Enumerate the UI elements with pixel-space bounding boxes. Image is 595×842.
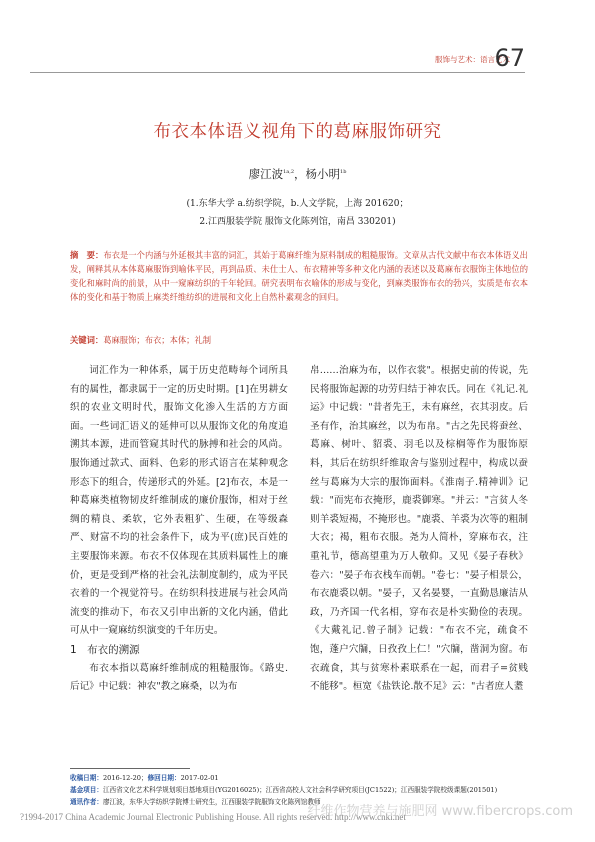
keywords-label: 关键词：: [70, 335, 104, 345]
section-heading: 1 布衣的溯源: [70, 643, 140, 656]
page-number: 67: [494, 44, 525, 72]
paper-title: 布衣本体语义视角下的葛麻服饰研究: [153, 122, 442, 142]
keywords: [70, 334, 528, 346]
keywords-text: 葛麻服饰；布衣；本体；礼制: [103, 335, 212, 345]
fund-text: 江西省文化艺术科学规划项目基地项目(YG2016025)；江西省高校人文社会科学研究项目(JC1522)；江西服装学院校级课题(201501): [102, 786, 498, 794]
author-line: 廖江波$^{1a,2}$，杨小明$^{1b}$: [248, 167, 347, 181]
header-section: 服饰与艺术：语言艺术: [435, 55, 510, 64]
footnote-fund: [70, 784, 535, 796]
revised-date: 2017-02-01: [180, 774, 219, 782]
affiliation-line: 2.江西服装学院 服饰文化陈列馆，南昌 330201): [199, 217, 396, 227]
received-date: 2016-12-20；: [102, 774, 148, 782]
abstract: [70, 248, 528, 304]
author-name: 廖江波: [248, 167, 284, 181]
revised-label: 修回日期：: [147, 774, 181, 782]
fund-label: 基金项目：: [70, 786, 103, 794]
received-label: 收稿日期：: [70, 774, 103, 782]
page-header: [0, 44, 595, 74]
footnote-rule: [70, 768, 190, 769]
author-note-label: 通讯作者：: [70, 798, 103, 806]
body-paragraph: 帛……治麻为布，以作衣裳"。根据史前的传说，先民将服饰起源的功劳归结于神农氏。同在《礼记.礼运》中记载："昔者先王，未有麻丝，衣其羽皮。后圣有作，治其麻丝，以为布帛。"古之先民将蚕丝、葛麻、树叶、貂裘、羽毛以及棕榈等作为服饰原料，其后在纺织纤维取舍与鉴别过程中，构成以蚕丝与葛麻为大宗的服饰面料。《淮南子.精神训》记载："而宪布衣掩形，鹿裘御寒。"并云："言贫人冬则羊裘短褐，不掩形也。"鹿裘、羊裘为次等的粗制大衣；褐，粗布衣服。尧为人简朴，穿麻布衣，注重礼节，德高望重为万人敬仰。又见《晏子春秋》卷六："晏子布衣栈车而朝。"卷七："晏子相景公，布衣鹿裘以朝。"晏子，又名晏婴，一直勤恳廉洁从政，乃齐国一代名相，穿布衣是朴实勤俭的表现。《大戴礼记.曾子制》记载："布衣不完，疏食不饱，蓬户穴牖，日孜孜上仁！"穴牖，凿洞为窗。布衣疏食，其与贫寒朴素联系在一起，而君子=贫贱不能移"。桓宽《盐铁论.散不足》云："古者庶人耋: [310, 365, 528, 693]
affiliation-line: (1.东华大学 a.纺织学院，b.人文学院，上海 201620；: [186, 199, 409, 209]
abstract-label: 摘 要：: [70, 250, 104, 260]
author-name: 杨小明: [305, 167, 341, 181]
body-paragraph: 布衣本指以葛麻纤维制成的粗糙服饰。《路史.后记》中记载：神农"教之麻桑，以为布: [70, 662, 288, 693]
body-column-left: [70, 362, 288, 697]
footnote-dates: [70, 772, 535, 784]
abstract-text: 布衣是一个内涵与外延极其丰富的词汇，其始于葛麻纤维为原料制成的粗糙服饰。文章从古代文献中布衣本体语义出发，阐释其从本体葛麻服饰到喻体平民，再到品质、未仕士人、布衣精神等多种文化内涵的表述以及葛麻布衣服饰主体地位的变化和麻时尚的前景，从中一窥麻纺织的千年轮回。研究表明布衣喻体的形成与变化，到麻类服饰布衣的勃兴，实质是布衣本体的变化和基于物质上麻类纤维纺织的进展和文化上自然朴素观念的回归。: [70, 250, 528, 302]
body-paragraph: 词汇作为一种体系，属于历史范畴每个词所具有的属性，都隶属于一定的历史时期。[1]在男耕女织的农业文明时代，服饰文化渗入生活的方方面面。一些词汇语义的延伸可以从服饰文化的角度追溯其本源，进而管窥其时代的脉搏和社会的风尚。服饰通过款式、面料、色彩的形式语言在某种观念形态下的组合，传递形式的外延。[2]布衣，本是一种葛麻类植物韧皮纤维制成的廉价服饰，相对于丝绸的精良、柔软，它外表粗犷、生硬，在等级森严、财富不均的社会条件下，成为平(庶)民百姓的主要服饰来源。布衣不仅体现在其质料属性上的廉价，更是受到严格的社会礼法制度制约，成为平民衣着的一个视觉符号。在纺织科技进展与社会风尚流变的推动下，布衣又引申出新的文化内涵，借此可从中一窥麻纺织演变的千年历史。: [70, 365, 288, 637]
body-column-right: [310, 362, 528, 697]
author-note-text: 廖江波，东华大学纺织学院博士研究生，江西服装学院服饰文化陈列馆教师: [102, 798, 321, 806]
header-rule: [30, 72, 525, 73]
author-affil-mark: 1b: [340, 169, 347, 176]
copyright-line: ?1994-2017 China Academic Journal Electronic Publishing House. All rights reserved. http://www.cnki.net: [20, 812, 406, 822]
site-watermark: 纤维作物营养与施肥网 www.fibercrops.com: [307, 804, 573, 819]
author-affil-mark: 1a,2: [283, 169, 295, 176]
